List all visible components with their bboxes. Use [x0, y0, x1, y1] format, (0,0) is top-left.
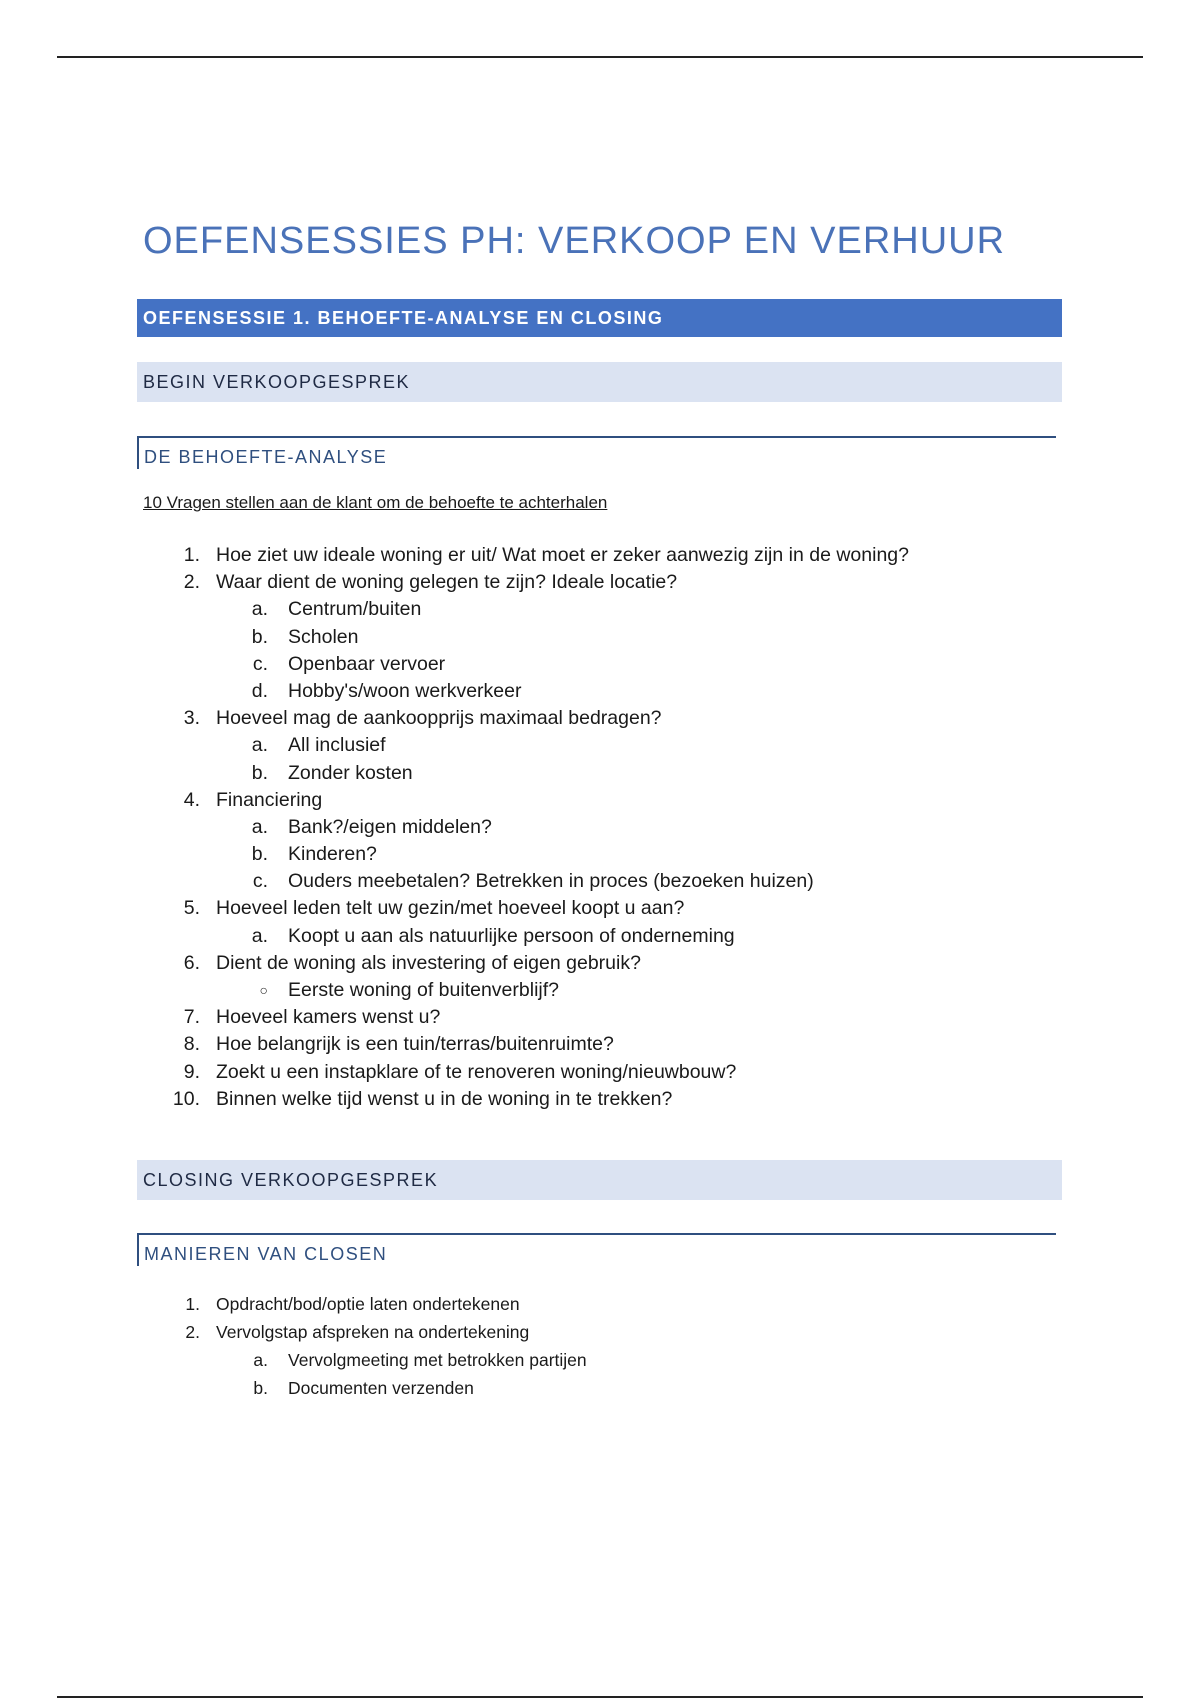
sublist-letter: b.: [251, 761, 268, 784]
circle-bullet-icon: ○: [259, 982, 268, 998]
list-text: Eerste woning of buitenverblijf?: [288, 979, 559, 1001]
list-text: Hoeveel kamers wenst u?: [216, 1006, 441, 1029]
list-text: Vervolgstap afspreken na ondertekening: [216, 1322, 530, 1342]
list-number: 9.: [183, 1060, 200, 1083]
list-text: Koopt u aan als natuurlijke persoon of onderneming: [288, 924, 735, 947]
list-number: 1.: [185, 1294, 200, 1314]
list-text: Ouders meebetalen? Betrekken in proces (bezoeken huizen): [288, 870, 814, 893]
sublist-letter: b.: [251, 843, 268, 866]
list-text: Bank?/eigen middelen?: [288, 815, 492, 838]
sublist-letter: a.: [251, 734, 268, 757]
intro-text: 10 Vragen stellen aan de klant om de behoefte te achterhalen: [143, 493, 608, 512]
list-text: Hoeveel leden telt uw gezin/met hoeveel koopt u aan?: [216, 897, 685, 920]
subsection-heading-closing: MANIEREN VAN CLOSEN: [137, 1233, 1056, 1266]
list-text: Documenten verzenden: [288, 1378, 474, 1398]
session-heading: OEFENSESSIE 1. BEHOEFTE-ANALYSE EN CLOSING: [137, 299, 1062, 337]
list-text: Hoe belangrijk is een tuin/terras/buitenruimte?: [216, 1033, 614, 1056]
sublist-letter: b.: [251, 625, 268, 648]
subsection-heading-analysis: DE BEHOEFTE-ANALYSE: [137, 436, 1056, 469]
sublist-letter: a.: [253, 1350, 268, 1370]
list-text: Financiering: [216, 788, 323, 811]
list-number: 10.: [172, 1087, 200, 1110]
list-number: 1.: [183, 544, 200, 566]
list-number: 4.: [183, 788, 200, 811]
list-text: Zoekt u een instapklare of te renoveren woning/nieuwbouw?: [216, 1060, 737, 1083]
list-number: 5.: [183, 897, 200, 920]
sublist-letter: a.: [251, 815, 268, 838]
section-heading-closing: CLOSING VERKOOPGESPREK: [137, 1160, 1062, 1200]
sublist-letter: c.: [252, 870, 268, 893]
list-text: Waar dient de woning gelegen te zijn? Ideale locatie?: [216, 571, 678, 594]
list-text: Kinderen?: [288, 843, 377, 866]
list-number: 7.: [183, 1006, 200, 1029]
list-number: 8.: [183, 1033, 200, 1056]
list-text: Binnen welke tijd wenst u in de woning in te trekken?: [216, 1087, 673, 1110]
list-number: 3.: [183, 707, 200, 730]
list-number: 6.: [183, 951, 200, 974]
sublist-letter: c.: [252, 652, 268, 675]
list-text: Scholen: [288, 625, 359, 648]
section-heading-begin: BEGIN VERKOOPGESPREK: [137, 362, 1062, 402]
list-text: Dient de woning als investering of eigen gebruik?: [216, 951, 641, 974]
page-top-rule: [57, 56, 1143, 58]
list-text: Openbaar vervoer: [288, 652, 446, 675]
list-text: Hoe ziet uw ideale woning er uit/ Wat moet er zeker aanwezig zijn in de woning?: [216, 544, 909, 566]
sublist-letter: d.: [251, 679, 268, 702]
sublist-letter: b.: [253, 1378, 268, 1398]
sublist-letter: a.: [251, 598, 268, 621]
list-number: 2.: [183, 571, 200, 594]
list-text: Hobby's/woon werkverkeer: [288, 679, 522, 702]
list-text: Opdracht/bod/optie laten ondertekenen: [216, 1294, 520, 1314]
list-number: 2.: [185, 1322, 200, 1342]
list-text: Centrum/buiten: [288, 598, 422, 621]
list-text: Zonder kosten: [288, 761, 413, 784]
list-text: Vervolgmeeting met betrokken partijen: [288, 1350, 587, 1370]
list-text: Hoeveel mag de aankoopprijs maximaal bedragen?: [216, 707, 662, 730]
page-bottom-rule: [57, 1696, 1143, 1698]
sublist-letter: a.: [251, 924, 268, 947]
list-text: All inclusief: [288, 734, 386, 757]
document-title: OEFENSESSIES PH: VERKOOP EN VERHUUR: [143, 220, 1006, 262]
